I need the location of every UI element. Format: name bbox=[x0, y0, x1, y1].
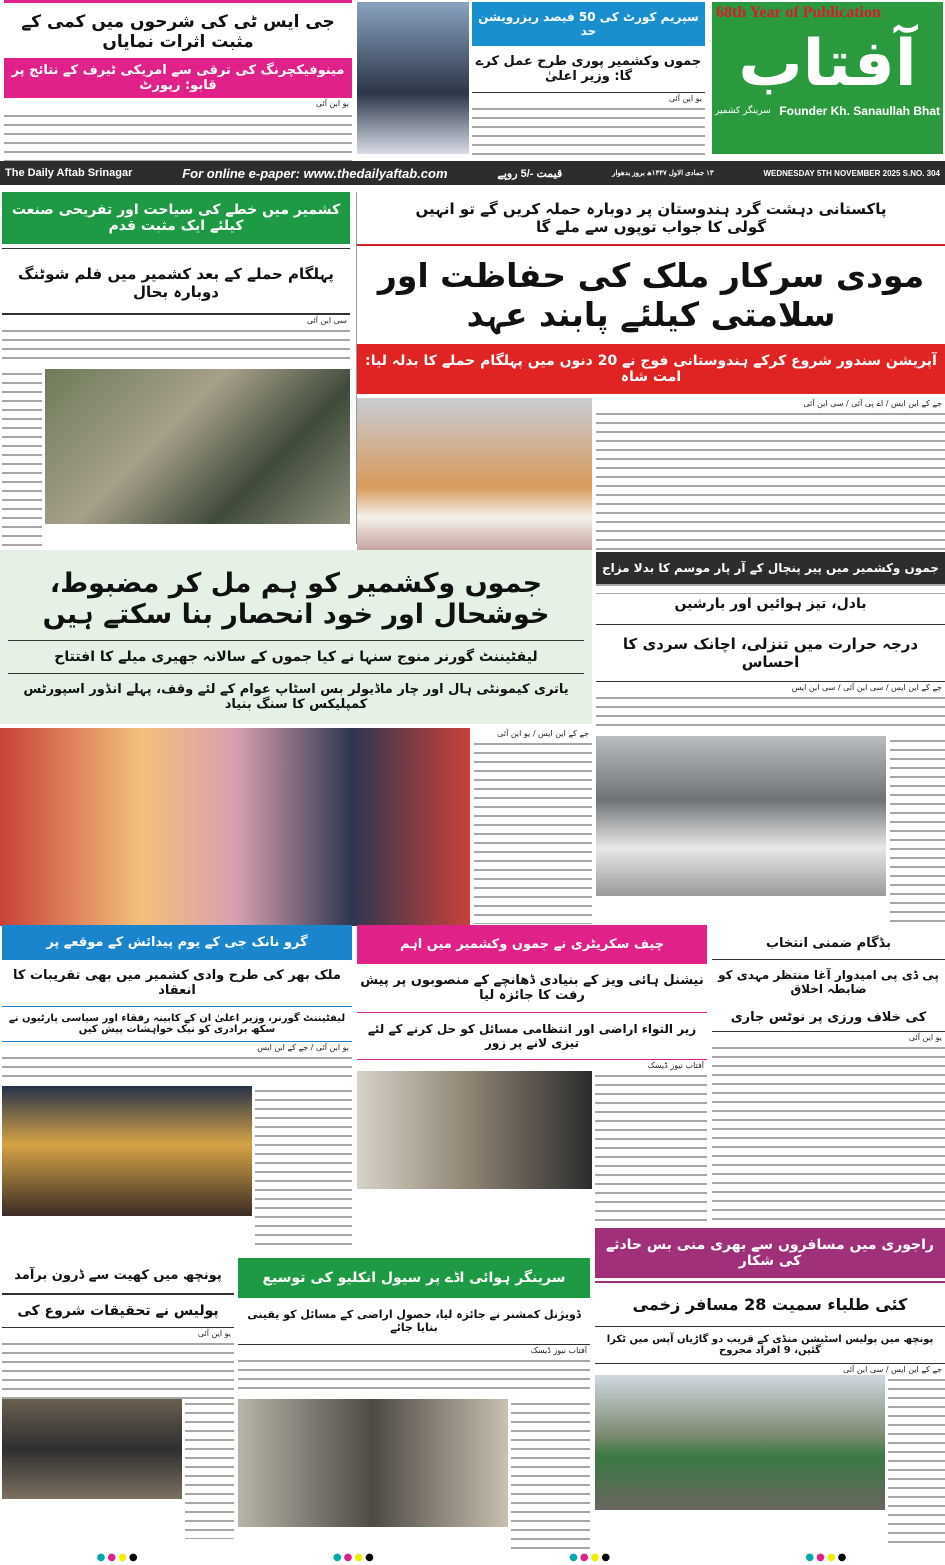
article-body bbox=[2, 1339, 234, 1399]
budgam-kicker: بڈگام ضمنی انتخاب bbox=[712, 928, 945, 960]
lead-subheadline: آپریشن سندور شروع کرکے ہندوستانی فوج نے 20 دنوں میں پہلگام حملے کا بدلہ لیا: امت شاہ bbox=[357, 344, 945, 394]
rajouri-story bbox=[595, 1228, 945, 1548]
chief-secretary-story bbox=[357, 925, 707, 1220]
cs-headline: نیشنل ہائی ویز کے بنیادی ڈھانچے کے منصوبوں پر پیش رفت کا جائزہ لیا bbox=[357, 964, 707, 1013]
article-body bbox=[238, 1356, 590, 1396]
chief-minister-photo bbox=[357, 2, 469, 154]
dateline: آفتاب نیوز ڈیسک bbox=[530, 1346, 587, 1355]
article-body bbox=[255, 1086, 352, 1251]
dateline: یو این آئی bbox=[315, 99, 349, 108]
dateline: جے کے این ایس / یو این آئی bbox=[497, 729, 589, 738]
airport-headline: ڈویژنل کمشنر نے جائزہ لیا، حصول اراضی کے مسائل کو یقینی بنایا جائے bbox=[238, 1298, 590, 1345]
meeting-photo bbox=[357, 1071, 592, 1189]
guru-headline: ملک بھر کی طرح وادی کشمیر میں بھی تقریبات کا انعقاد bbox=[2, 960, 352, 1007]
article-body bbox=[888, 1375, 945, 1545]
film-subheadline: پہلگام حملے کے بعد کشمیر میں فلم شوٹنگ دوبارہ بحال bbox=[2, 253, 350, 315]
weather-story bbox=[596, 552, 945, 917]
dateline: جے کے این ایس / سی این آئی / سی این ایس bbox=[791, 683, 942, 692]
color-dots: ●●●● bbox=[805, 1552, 849, 1563]
dateline: سی این آئی bbox=[306, 316, 347, 325]
weather-subheadline-2: درجہ حرارت میں تنزلی، اچانک سردی کا احساس bbox=[596, 625, 945, 682]
weather-kicker: جموں وکشمیر میں پیر پنچال کے آر پار موسم کا بدلا مزاج bbox=[596, 552, 945, 584]
film-story bbox=[2, 192, 350, 542]
lg-story bbox=[0, 550, 592, 915]
dateline: یو این آئی bbox=[908, 1033, 942, 1042]
rajouri-headline: کئی طلباء سمیت 28 مسافر زخمی bbox=[595, 1281, 945, 1327]
gst-story bbox=[4, 0, 352, 155]
date: WEDNESDAY 5TH NOVEMBER 2025 S.NO. 304 bbox=[763, 168, 940, 178]
lead-headline: مودی سرکار ملک کی حفاظت اور سلامتی کیلئے پابند عہد bbox=[377, 256, 925, 334]
lead-kicker: پاکستانی دہشت گرد ہندوستان پر دوبارہ حملہ کریں گے تو انہیں گولی کا جواب توپوں سے ملے گا bbox=[357, 192, 945, 246]
golden-temple-photo bbox=[2, 1086, 252, 1216]
rajouri-subheadline: پونچھ میں پولیس اسٹیشن منڈی کے قریب دو گاڑیاں آپس میں ٹکرا گئیں، 9 افراد مجروح bbox=[595, 1327, 945, 1364]
drone-photo bbox=[2, 1399, 182, 1499]
reservation-headline: جموں وکشمیر پوری طرح عمل کرے گا: وزیر اعلیٰ bbox=[472, 46, 705, 93]
dateline: یو این آئی bbox=[668, 94, 702, 103]
urdu-date: ۱۳ جمادی الاول ۱۴۴۷ھ بروز بدھوار bbox=[612, 170, 714, 177]
film-shooting-photo bbox=[45, 369, 350, 524]
article-body bbox=[472, 104, 705, 166]
cs-subheadline: زیر التواء اراضی اور انتظامی مسائل کو حل کرنے کے لئے تیزی لانے پر زور bbox=[357, 1013, 707, 1060]
guru-kicker: گرو نانک جی کے یوم پیدائش کے موقعے پر bbox=[2, 925, 352, 960]
dateline: یو این آئی / جے کے این ایس bbox=[257, 1043, 349, 1052]
drone-headline: پونچھ میں کھیت سے ڈرون برآمد bbox=[2, 1258, 234, 1295]
lead-story bbox=[356, 192, 945, 544]
color-dots: ●●●● bbox=[569, 1552, 613, 1563]
review-meeting-photo bbox=[238, 1399, 508, 1527]
reservation-story bbox=[472, 2, 705, 155]
dateline: جے کے این ایس / اے پی آئی / سی این آئی bbox=[803, 399, 942, 408]
article-body bbox=[511, 1399, 590, 1549]
reservation-kicker: سپریم کورٹ کی 50 فیصد ریزرویشن حد bbox=[472, 2, 705, 46]
article-body bbox=[2, 326, 350, 366]
article-body bbox=[712, 1043, 945, 1223]
budgam-story bbox=[712, 928, 945, 1223]
dateline: آفتاب نیوز ڈیسک bbox=[647, 1061, 704, 1070]
weather-subheadline: بادل، تیز ہوائیں اور بارشیں bbox=[596, 584, 945, 625]
article-body bbox=[474, 739, 592, 924]
lg-subheadline-2: یاتری کیمونٹی ہال اور چار ماڈیولر بس اسٹاپ عوام کے لئے وقف، پہلے انڈور اسپورٹس کمپلیکس کا سنگ بنیاد bbox=[23, 682, 569, 712]
dateline: جے کے این ایس / سی این آئی bbox=[843, 1365, 942, 1374]
gst-headline: جی ایس ٹی کی شرحوں میں کمی کے مثبت اثرات نمایاں bbox=[21, 12, 335, 52]
article-body bbox=[890, 736, 945, 926]
dateline: یو این آئی bbox=[197, 1329, 231, 1338]
paper-name: The Daily Aftab Srinagar bbox=[5, 167, 133, 179]
city-name: سرینگر کشمیر bbox=[715, 106, 771, 116]
article-body bbox=[596, 693, 945, 733]
gst-subheadline: مینوفیکچرنگ کی ترقی سے امریکی ٹیرف کے نتائج پر قابو: رپورٹ bbox=[4, 58, 352, 98]
color-dots: ●●●● bbox=[332, 1552, 376, 1563]
airport-story bbox=[238, 1258, 590, 1548]
drone-story bbox=[2, 1258, 234, 1548]
founder-name: Founder Kh. Sanaullah Bhat bbox=[779, 104, 940, 118]
budgam-headline: پی ڈی پی امیدوار آغا منتظر مہدی کو ضابطہ اخلاق bbox=[718, 968, 939, 996]
cs-kicker: چیف سکریٹری نے جموں وکشمیر میں اہم bbox=[357, 925, 707, 964]
newspaper-logo: آفتاب bbox=[738, 27, 917, 101]
lg-subheadline: لیفٹیننٹ گورنر منوج سنہا نے کیا جموں کے سالانہ جھیری میلے کا افتتاح bbox=[54, 649, 538, 665]
drone-subheadline: پولیس نے تحقیقات شروع کی bbox=[2, 1295, 234, 1328]
info-bar bbox=[0, 161, 945, 185]
article-body bbox=[2, 369, 42, 559]
guru-nanak-story bbox=[2, 925, 352, 1220]
rajouri-kicker: راجوری میں مسافروں سے بھری منی بس حادثے کی شکار bbox=[595, 1228, 945, 1278]
publication-year: 68th Year of Publication bbox=[716, 4, 881, 21]
masthead bbox=[712, 2, 943, 154]
article-body bbox=[185, 1399, 234, 1539]
film-headline: کشمیر میں خطے کی سیاحت اور تفریحی صنعت کیلئے ایک مثبت قدم bbox=[2, 192, 350, 244]
guru-subheadline: لیفٹیننٹ گورنر، وزیر اعلیٰ ان کے کابینہ رفقاء اور سیاسی پارٹیوں نے سکھ برادری کو نیک خواہشات پیش کیں bbox=[2, 1007, 352, 1042]
color-dots: ●●●● bbox=[96, 1552, 140, 1563]
print-registration-marks bbox=[0, 1552, 945, 1565]
price: قیمت -/5 روپے bbox=[497, 167, 563, 180]
article-body bbox=[595, 1071, 707, 1236]
lg-headline: جموں وکشمیر کو ہم مل کر مضبوط، خوشحال اور خود انحصار بنا سکتے ہیں bbox=[42, 568, 550, 630]
epaper-link[interactable]: For online e-paper: www.thedailyaftab.com bbox=[182, 165, 448, 181]
bus-accident-photo bbox=[595, 1375, 885, 1510]
lg-event-photo bbox=[0, 728, 470, 926]
budgam-subheadline: کی خلاف ورزی پر نوٹس جاری bbox=[712, 1004, 945, 1032]
airport-kicker: سرینگر ہوائی اڈے پر سیول انکلیو کی توسیع bbox=[238, 1258, 590, 1298]
snow-photo bbox=[596, 736, 886, 896]
article-body bbox=[2, 1053, 352, 1083]
